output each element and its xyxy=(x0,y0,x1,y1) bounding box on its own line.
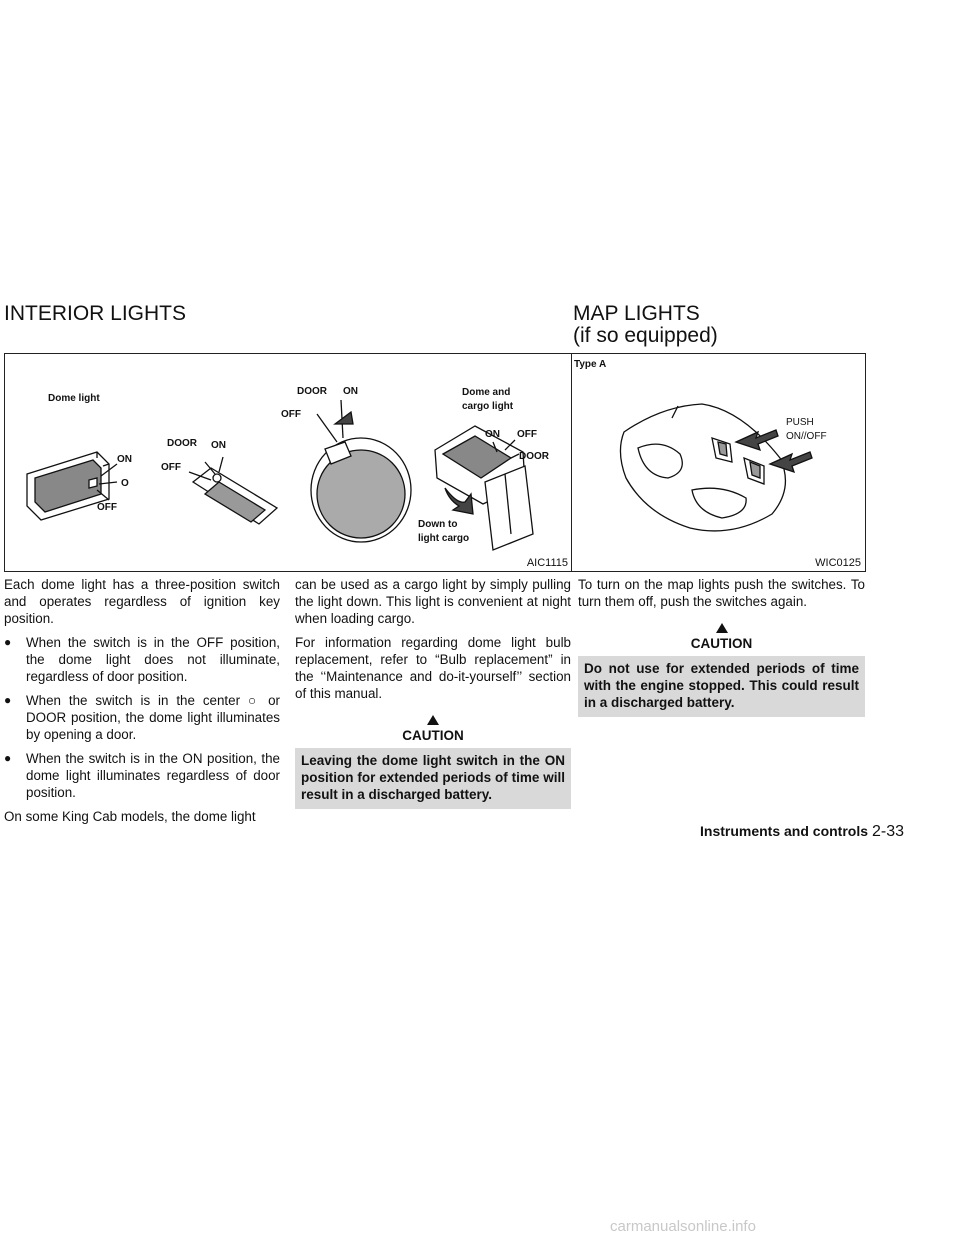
bulb-replacement-paragraph: For information regarding dome light bulb replacement, refer to “Bulb replacement” in the ‘‘Maintenance and do-it-yourself’’ section of this manual. xyxy=(295,635,571,701)
bullet-on-text: When the switch is in the ON position, the dome light illuminates regardless of door position. xyxy=(26,751,280,800)
label-on-3: ON xyxy=(343,386,358,397)
bullet-door-text: When the switch is in the center ○ or DOOR position, the dome light illuminates by opening a door. xyxy=(26,693,280,742)
bullet-off xyxy=(4,634,280,685)
column-2 xyxy=(295,576,571,809)
caution-header xyxy=(578,622,865,656)
label-dome-and: Dome and xyxy=(462,387,511,398)
caution-title: CAUTION xyxy=(690,636,753,651)
label-cargo-light: cargo light xyxy=(462,401,514,412)
warning-triangle-icon xyxy=(427,715,439,725)
label-off-3: OFF xyxy=(281,409,301,420)
column-3 xyxy=(578,576,865,717)
label-down-to: Down to xyxy=(418,519,458,530)
footer-section-label: Instruments and controls xyxy=(700,823,869,839)
king-cab-paragraph: On some King Cab models, the dome light xyxy=(4,809,256,824)
label-on-4: ON xyxy=(485,429,500,440)
section-heading-map-lights-sub: (if so equipped) xyxy=(573,324,718,347)
page-footer xyxy=(700,823,904,841)
column-1 xyxy=(4,576,280,832)
dome-light-figure xyxy=(4,353,573,572)
section-heading-interior-lights: INTERIOR LIGHTS xyxy=(4,302,187,325)
warning-triangle-icon xyxy=(716,623,728,633)
figure-code-wic0125: WIC0125 xyxy=(815,557,861,569)
bullet-dot-icon: ● xyxy=(4,751,12,765)
bullet-door xyxy=(4,692,280,743)
section-heading-map-lights: MAP LIGHTS xyxy=(573,302,700,325)
label-door-4: DOOR xyxy=(519,451,549,462)
caution-body: Leaving the dome light switch in the ON position for extended periods of time will result in a discharged battery. xyxy=(295,748,571,809)
page-number: 2-33 xyxy=(872,823,905,840)
dome-light-illustration xyxy=(5,354,572,571)
caution-header xyxy=(295,714,571,748)
label-light-cargo: light cargo xyxy=(418,533,470,544)
label-o: O xyxy=(121,478,129,489)
label-off-2: OFF xyxy=(161,462,181,473)
label-on-off: ON//OFF xyxy=(786,431,827,442)
watermark: carmanualsonline.info xyxy=(610,1218,756,1235)
caution-box-map xyxy=(578,622,865,717)
label-on-2: ON xyxy=(211,440,226,451)
bullet-on xyxy=(4,750,280,801)
label-push: PUSH xyxy=(786,417,814,428)
label-door-3: DOOR xyxy=(297,386,327,397)
label-type-a: Type A xyxy=(574,359,607,370)
map-light-illustration xyxy=(572,354,865,571)
cargo-light-paragraph: can be used as a cargo light by simply pulling the light down. This light is convenient at night when loading cargo. xyxy=(295,577,571,626)
label-on-1: ON xyxy=(117,454,132,465)
intro-paragraph: Each dome light has a three-position switch and operates regardless of ignition key position. xyxy=(4,577,280,626)
figure-code-aic1115: AIC1115 xyxy=(526,557,568,569)
bullet-dot-icon: ● xyxy=(4,635,12,649)
label-off-4: OFF xyxy=(517,429,537,440)
map-lights-paragraph: To turn on the map lights push the switches. To turn them off, push the switches again. xyxy=(578,577,865,609)
bullet-dot-icon: ● xyxy=(4,693,12,707)
label-dome-light: Dome light xyxy=(48,393,100,404)
label-off-1: OFF xyxy=(97,502,117,513)
caution-body: Do not use for extended periods of time with the engine stopped. This could result in a discharged battery. xyxy=(578,656,865,717)
map-light-figure xyxy=(571,353,866,572)
caution-box-dome xyxy=(295,714,571,809)
bullet-off-text: When the switch is in the OFF position, the dome light does not illuminate, regardless of door position. xyxy=(26,635,280,684)
label-door-2: DOOR xyxy=(167,438,197,449)
caution-title: CAUTION xyxy=(402,728,464,743)
